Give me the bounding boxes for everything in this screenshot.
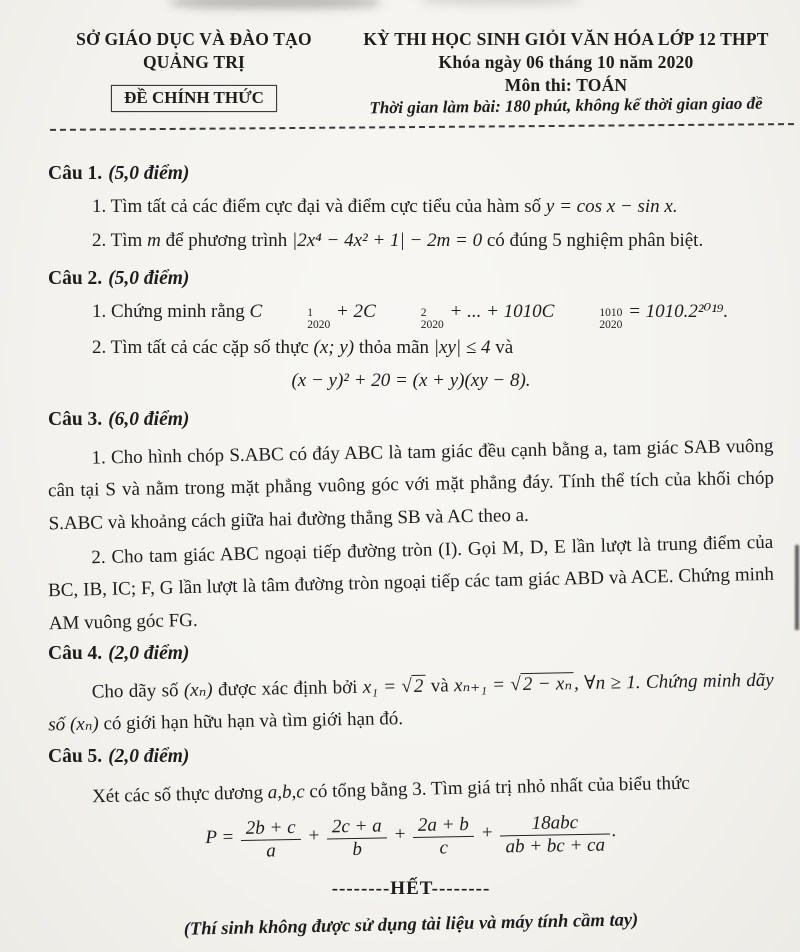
exam-header <box>0 0 800 116</box>
problem-2-2 <box>48 332 774 364</box>
math-run: + ... + 1010 <box>444 301 542 323</box>
section-1-points: (5,0 điểm) <box>108 163 190 185</box>
problem-3-1: 1. Cho hình chóp S.ABC có đáy ABC là tam giác đều cạnh bằng a, tam giác SAB vuông cân tại S và nằm trong mặt phẳng vuông góc với mặt phẳng đáy. Tính thể tích của khối chóp S.ABC và khoảng cách giữa hai đường thẳng SB và AC theo a. <box>47 435 775 534</box>
superscript: 2 <box>420 307 427 320</box>
subscript: 2020 <box>420 318 444 331</box>
section-3-heading <box>48 403 774 436</box>
scan-artifact-right-edge <box>795 545 799 630</box>
exam-body <box>0 128 800 941</box>
math-run: = 1010.2²⁰¹⁹. <box>623 301 729 323</box>
section-1-title: Câu 1. <box>48 163 103 185</box>
authority-name: SỞ GIÁO DỤC VÀ ĐÀO TẠO <box>76 29 312 49</box>
denominator: ab + bc + ca <box>505 834 606 858</box>
end-marker: --------HẾT-------- <box>331 877 491 899</box>
denominator: a <box>266 840 277 862</box>
subscript: 2020 <box>599 318 623 331</box>
plus-sign: + <box>302 824 326 847</box>
denominator: b <box>352 839 363 861</box>
numerator: 18abc <box>500 811 610 836</box>
text-run: để phương trình <box>160 229 292 251</box>
problem-2-1 <box>48 296 774 331</box>
problem-1-2 <box>48 225 774 257</box>
text-run: có giới hạn hữu hạn và tìm giới hạn đó. <box>98 708 404 735</box>
footer-note: (Thí sinh không được sử dụng tài liệu và máy tính cầm tay) <box>183 910 639 940</box>
math-inline <box>249 301 729 331</box>
section-2-heading <box>48 262 774 295</box>
section-2-points: (5,0 điểm) <box>108 267 190 289</box>
sqrt-sign: √ <box>401 675 413 697</box>
authority-province: QUẢNG TRỊ <box>142 51 246 72</box>
section-3-title: Câu 3. <box>48 408 103 430</box>
sqrt-sign: √ <box>510 673 522 695</box>
math-inline: x₁ = <box>362 675 402 698</box>
numerator: 2a + b <box>413 814 474 838</box>
text-run: có tổng bằng 3. Tìm giá trị nhỏ nhất của biểu thức <box>304 773 690 803</box>
math-run: . <box>611 819 617 841</box>
fraction <box>327 815 388 862</box>
denominator: c <box>439 837 449 859</box>
fraction <box>500 811 610 859</box>
math-run: + 2 <box>331 301 364 323</box>
text-run: 1. Tìm tất cả các điểm cực đại và điểm cực tiểu của hàm số <box>92 196 546 218</box>
math-inline: |2x⁴ − 4x² + 1| − 2m = 0 <box>291 229 483 251</box>
problem-3-2: 2. Cho tam giác ABC ngoại tiếp đường tròn (I). Gọi M, D, E lần lượt là trung điểm của BC, IB, IC; F, G lần lượt là tâm đường tròn ngoại tiếp các tam giác ABD và ACE. Chứng minh AM vuông góc FG. <box>47 531 775 634</box>
text-run: Cho dãy số <box>91 679 185 703</box>
math-inline: (xₙ) <box>183 679 213 701</box>
section-2-title: Câu 2. <box>48 267 103 289</box>
math-inline: , ∀n ≥ 1. Chứng minh dãy số <box>48 669 774 736</box>
combination-symbol: C <box>363 301 376 323</box>
section-3-points: (6,0 điểm) <box>108 408 190 430</box>
text-run: được xác định bởi <box>212 676 363 701</box>
supsub <box>263 308 330 331</box>
exam-info-block <box>344 28 782 116</box>
plus-sign: + <box>475 821 499 844</box>
text-run: có đúng 5 nghiệm phân biệt. <box>482 229 704 251</box>
supsub <box>555 308 622 331</box>
sqrt-expression <box>510 672 574 695</box>
math-inline: y = cos x − sin x. <box>545 196 678 218</box>
math-inline: |xy| ≤ 4 <box>433 337 491 359</box>
section-4-heading <box>48 637 774 670</box>
text-run: 1. Chứng minh rằng <box>92 301 250 323</box>
section-1-heading <box>48 157 774 190</box>
equation-2-2: (x − y)² + 20 = (x + y)(xy − 8). <box>291 370 531 392</box>
issuing-authority-block <box>44 28 344 116</box>
fraction <box>413 814 475 861</box>
section-4-points: (2,0 điểm) <box>108 642 190 664</box>
math-inline: (xₙ) <box>69 713 99 735</box>
radicand: 2 <box>412 674 426 696</box>
numerator: 2c + a <box>327 815 387 839</box>
text-run: 2. Tìm <box>92 229 148 251</box>
subscript: 2020 <box>307 318 331 331</box>
official-exam-label: ĐỀ CHÍNH THỨC <box>124 87 264 107</box>
section-5-title: Câu 5. <box>48 746 103 768</box>
exam-title: KỲ THI HỌC SINH GIỎI VĂN HÓA LỚP 12 THPT <box>363 29 769 49</box>
math-run: P = <box>205 826 240 848</box>
superscript: 1010 <box>599 307 623 320</box>
text-run: và <box>490 337 514 359</box>
problem-4 <box>47 664 774 741</box>
plus-sign: + <box>388 823 412 845</box>
text-run: 2. Tìm tất cả các cặp số thực <box>92 337 314 359</box>
text-run: Xét các số thực dương <box>91 782 268 808</box>
math-inline: a,b,c <box>267 781 305 804</box>
section-5-points: (2,0 điểm) <box>108 746 190 768</box>
section-4-title: Câu 4. <box>48 642 103 664</box>
fraction <box>241 817 302 864</box>
exam-session-date: Khóa ngày 06 tháng 10 năm 2020 <box>438 51 694 72</box>
radicand: 2 − xₙ <box>521 672 575 695</box>
numerator: 2b + c <box>241 817 301 841</box>
exam-duration: Thời gian làm bài: 180 phút, không kể thời gian giao đề <box>369 93 763 118</box>
problem-1-1 <box>48 191 774 223</box>
combination-symbol: C <box>249 301 263 323</box>
sqrt-expression <box>401 674 425 696</box>
official-exam-box <box>111 85 277 112</box>
problem-5 <box>48 766 775 815</box>
math-inline: m <box>147 229 161 251</box>
text-run: và <box>425 674 455 697</box>
superscript: 1 <box>307 307 313 320</box>
combination-symbol: C <box>541 301 555 323</box>
math-inline: xₙ₊₁ = <box>453 673 511 696</box>
supsub <box>377 308 444 331</box>
scan-artifact-top <box>170 0 380 8</box>
math-inline: (x; y) <box>313 337 355 359</box>
equation-5 <box>48 808 775 866</box>
text-run: thỏa mãn <box>354 337 434 359</box>
exam-subject: Môn thi: TOÁN <box>504 74 628 95</box>
